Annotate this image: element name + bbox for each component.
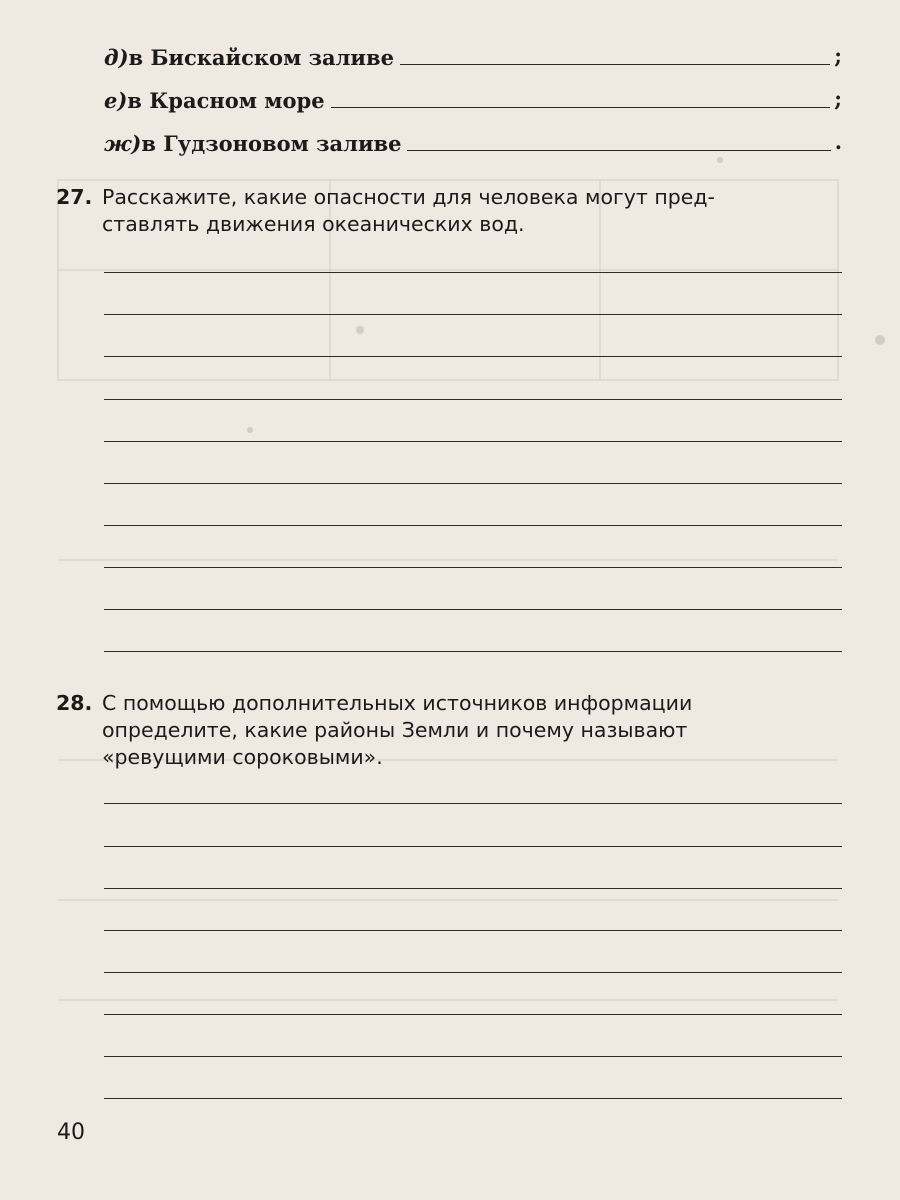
item-letter: е)	[104, 88, 128, 113]
answer-line-27-8[interactable]	[104, 567, 842, 568]
task-number: 27.	[56, 185, 93, 209]
answer-fill-line[interactable]	[400, 63, 830, 65]
answer-line-28-2[interactable]	[104, 846, 842, 847]
task-number: 28.	[56, 691, 93, 715]
task-text-line-2: ставлять движения океанических вод.	[102, 212, 525, 236]
answer-line-28-6[interactable]	[104, 1014, 842, 1015]
item-punct: ;	[834, 86, 842, 111]
list-item-red-sea	[104, 83, 842, 113]
list-item-hudson	[104, 126, 842, 156]
answer-fill-line[interactable]	[407, 149, 830, 151]
list-item-biscay	[104, 40, 842, 70]
answer-line-28-3[interactable]	[104, 888, 842, 889]
task-text-line-1: Расскажите, какие опасности для человека могут пред-	[102, 185, 715, 209]
item-letter: ж)	[104, 131, 142, 156]
answer-line-27-7[interactable]	[104, 525, 842, 526]
item-punct: ;	[834, 43, 842, 68]
task-text-line-1: С помощью дополнительных источников информации	[102, 691, 693, 715]
item-letter: д)	[104, 45, 129, 70]
answer-line-27-3[interactable]	[104, 356, 842, 357]
task-text-line-2: определите, какие районы Земли и почему называют	[102, 718, 688, 742]
answer-line-28-8[interactable]	[104, 1098, 842, 1099]
answer-line-27-10[interactable]	[104, 651, 842, 652]
answer-fill-line[interactable]	[331, 106, 831, 108]
task-28	[56, 690, 846, 771]
answer-line-27-4[interactable]	[104, 399, 842, 400]
answer-line-28-5[interactable]	[104, 972, 842, 973]
answer-line-27-5[interactable]	[104, 441, 842, 442]
answer-line-28-4[interactable]	[104, 930, 842, 931]
item-text: в Красном море	[127, 88, 325, 113]
answer-line-27-2[interactable]	[104, 314, 842, 315]
answer-line-27-9[interactable]	[104, 609, 842, 610]
answer-line-27-6[interactable]	[104, 483, 842, 484]
item-punct: .	[834, 129, 842, 154]
item-text: в Гудзоновом заливе	[141, 131, 402, 156]
answer-line-27-1[interactable]	[104, 272, 842, 273]
task-27	[56, 184, 846, 238]
item-text: в Бискайском заливе	[128, 45, 394, 70]
page-number: 40	[57, 1120, 85, 1145]
answer-line-28-7[interactable]	[104, 1056, 842, 1057]
task-text-line-3: «ревущими сороковыми».	[102, 745, 383, 769]
answer-line-28-1[interactable]	[104, 803, 842, 804]
